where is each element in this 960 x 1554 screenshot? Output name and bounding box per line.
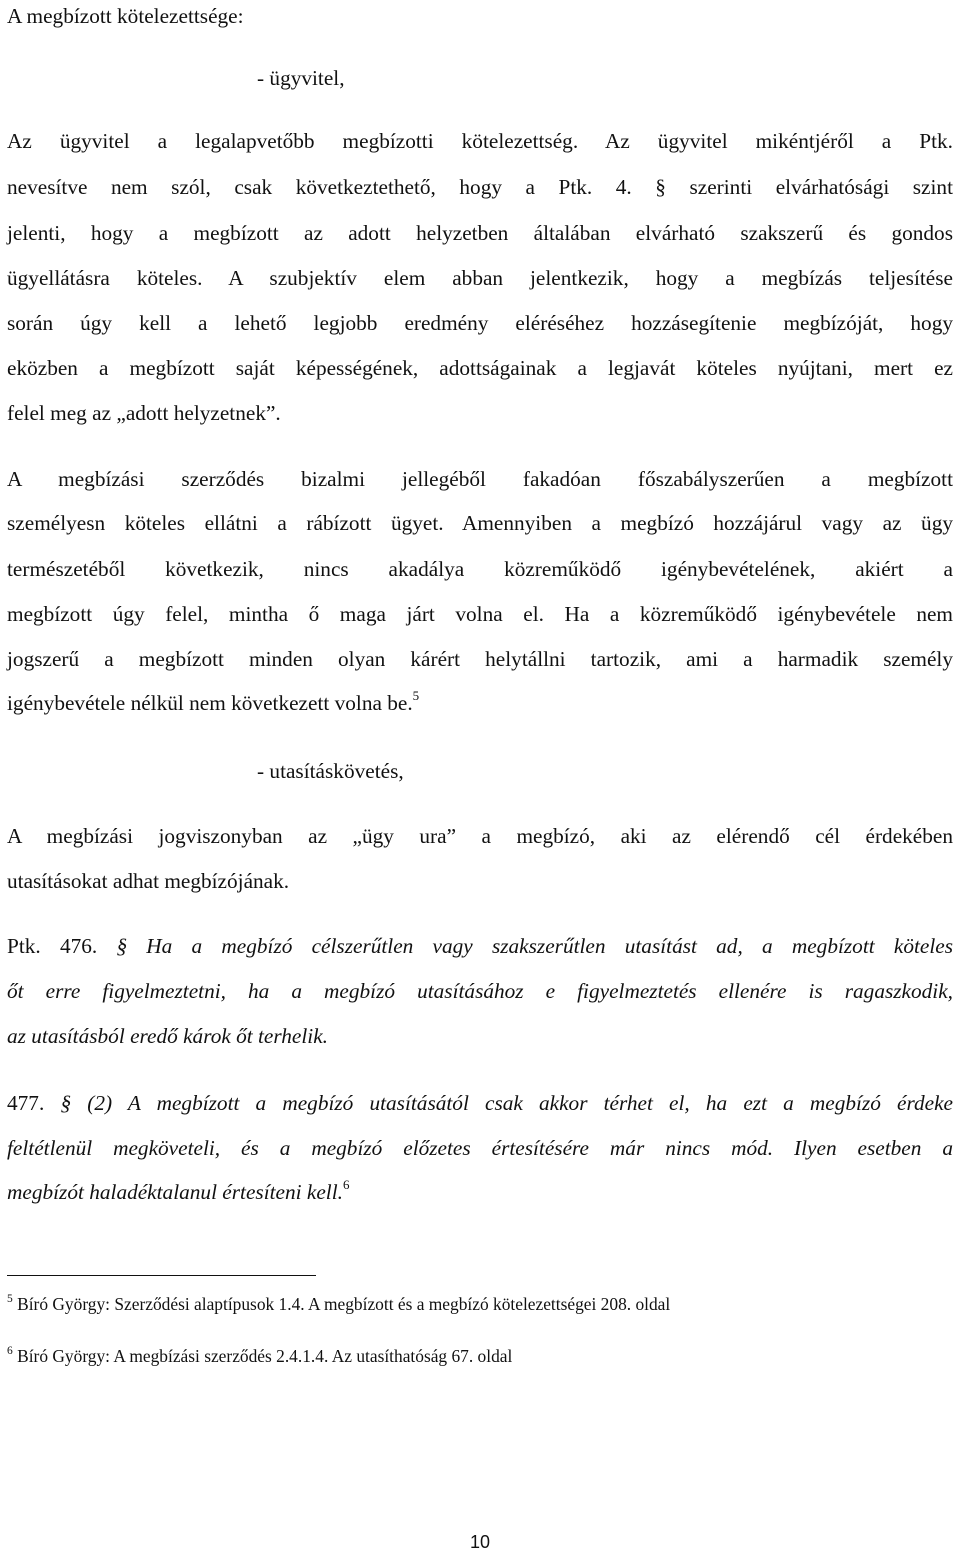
footnote-ref[interactable]: 6 xyxy=(342,1176,350,1192)
paragraph-line: eközben a megbízott saját képességének, adottságainak a legjavát köteles nyújtani, mert ez xyxy=(7,356,953,380)
quote-line xyxy=(7,933,953,959)
quote-text: megbízót haladéktalanul értesíteni kell. xyxy=(7,1180,343,1204)
footnote-text: Bíró György: A megbízási szerződés 2.4.1.4. Az utasíthatóság 67. oldal xyxy=(12,1346,513,1366)
paragraph-line: ügyellátásra köteles. A szubjektív elem abban jelentkezik, hogy a megbízás teljesítése xyxy=(7,266,953,290)
quote-line: őt erre figyelmeztetni, ha a megbízó utasításához e figyelmeztetés ellenére is ragaszkodik, xyxy=(7,979,953,1003)
quote-prefix: Ptk. 476. xyxy=(7,934,98,958)
paragraph-line: jogszerű a megbízott minden olyan kárért helytállni tartozik, ami a harmadik személy xyxy=(7,647,953,671)
footnote-number: 5 xyxy=(7,1293,13,1306)
paragraph-line: Az ügyvitel a legalapvetőbb megbízotti kötelezettség. Az ügyvitel mikéntjéről a Ptk. xyxy=(7,129,953,153)
list-item-ugyvitel: - ügyvitel, xyxy=(257,66,345,90)
quote-line: az utasításból eredő károk őt terhelik. xyxy=(7,1024,328,1048)
quote-line: feltétlenül megköveteli, és a megbízó előzetes értesítésére már nincs mód. Ilyen esetben a xyxy=(7,1136,953,1160)
quote-prefix: 477. xyxy=(7,1091,45,1115)
quote-line xyxy=(7,1090,953,1116)
footnote xyxy=(7,1345,512,1367)
paragraph-line: természetéből következik, nincs akadálya közreműködő igénybevételének, akiért a xyxy=(7,557,953,581)
footnote-separator xyxy=(7,1275,316,1276)
paragraph-text: igénybevétele nélkül nem következett volna be. xyxy=(7,691,413,715)
paragraph-line: utasításokat adhat megbízójának. xyxy=(7,869,290,893)
page-number: 10 xyxy=(469,1532,491,1552)
quote-line xyxy=(7,1176,350,1205)
footnote-number: 6 xyxy=(7,1345,13,1358)
paragraph-line: A megbízási jogviszonyban az „ügy ura” a megbízó, aki az elérendő cél érdekében xyxy=(7,824,953,848)
paragraph-line: A megbízási szerződés bizalmi jellegéből fakadóan főszabályszerűen a megbízott xyxy=(7,467,953,491)
paragraph-line: felel meg az „adott helyzetnek”. xyxy=(7,401,281,425)
paragraph-line: jelenti, hogy a megbízott az adott helyzetben általában elvárható szakszerű és gondos xyxy=(7,221,953,245)
quote-text: § Ha a megbízó célszerűtlen vagy szakszerűtlen utasítást ad, a megbízott köteles xyxy=(116,934,953,958)
footnote-ref[interactable]: 5 xyxy=(412,687,420,703)
paragraph-line: személyesn köteles ellátni a rábízott ügyet. Amennyiben a megbízó hozzájárul vagy az ügy xyxy=(7,511,953,535)
paragraph-line xyxy=(7,687,420,716)
list-item-utasitaskovetes: - utasításkövetés, xyxy=(257,759,404,783)
quote-text: § (2) A megbízott a megbízó utasításától csak akkor térhet el, ha ezt a megbízó érdeke xyxy=(60,1091,954,1115)
paragraph-line: megbízott úgy felel, mintha ő maga járt volna el. Ha a közreműködő igénybevétele nem xyxy=(7,602,953,626)
footnote xyxy=(7,1293,670,1315)
footnote-text: Bíró György: Szerződési alaptípusok 1.4. A megbízott és a megbízó kötelezettségei 208. oldal xyxy=(12,1294,671,1314)
paragraph-line: nevesítve nem szól, csak következtethető, hogy a Ptk. 4. § szerinti elvárhatósági szint xyxy=(7,175,953,199)
paragraph-line: során úgy kell a lehető legjobb eredmény eléréséhez hozzásegítenie megbízóját, hogy xyxy=(7,311,953,335)
section-heading: A megbízott kötelezettsége: xyxy=(7,4,244,28)
